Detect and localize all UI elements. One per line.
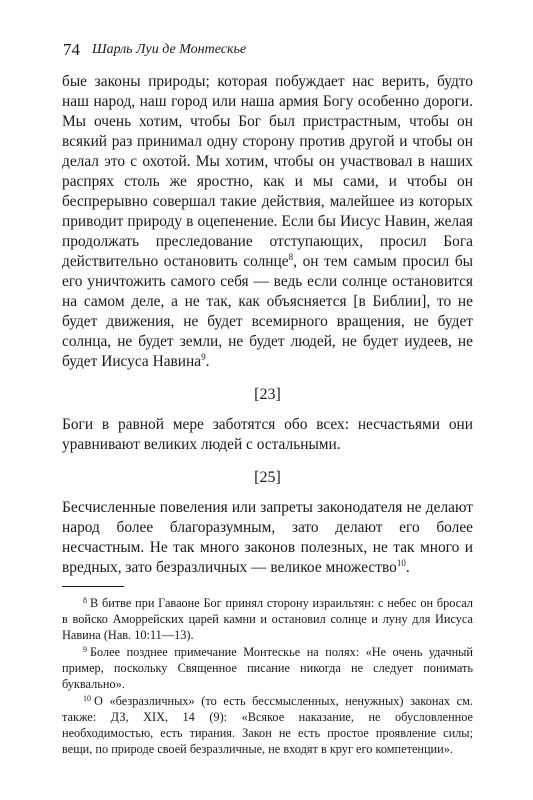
footnote-text: В битве при Гаваоне Бог принял сторону израильтян: с небес он бросал в войско Аморрейских царей камни и остановил солнце и луну для Иисуса Навина (Нав. 10:11—13). [62, 596, 473, 642]
main-text [62, 72, 473, 578]
paragraph-text: бые законы природы; которая побуждает нас верить, будто наш народ, наш город или наша армия Богу особенно дороги. Мы очень хотим, чтобы Бог был пристрастным, чтобы он всякий раз принимал одну сторону против другой и чтобы он делал это с охотой. Мы хотим, чтобы он участвовал в наших распрях столь же яростно, как и мы сами, и чтобы он беспрерывно совершал такие действия, малейшее из которых приводит природу в оцепенение. Если бы Иисус Навин, желая продолжать преследование отступающих, просил Бога действительно остановить солнце [62, 73, 473, 270]
page-number: 74 [63, 40, 80, 59]
paragraph-23: Боги в равной мере заботятся обо всех: несчастьями они уравнивают великих людей с остальными. [62, 416, 473, 453]
running-head-author: Шарль Луи де Монтескье [92, 42, 247, 57]
footnotes [62, 586, 473, 758]
footnote-divider [62, 586, 124, 587]
footnote-ref-9[interactable]: 9 [201, 352, 206, 362]
footnote-ref-8[interactable]: 8 [288, 252, 294, 262]
footnote-9 [62, 644, 473, 692]
footnote-10 [62, 693, 473, 757]
footnote-ref-10[interactable]: 10 [396, 558, 406, 568]
paragraph-25 [62, 498, 473, 578]
section-heading-25: [25] [254, 469, 281, 486]
footnote-number: 8 [83, 596, 87, 605]
paragraph-text: . [205, 353, 210, 370]
paragraph-text: . [405, 559, 410, 576]
footnote-text: О «безразличных» (то есть бессмысленных, ненужных) законах см. также: ДЗ, XIX, 14 (9): «Всякое наказание, не обусловленное необходимостью, есть тирания. Закон не есть простое проявление силы; вещи, по природе своей безразличные, не входят в круг его компетенции». [62, 694, 473, 756]
footnote-number: 10 [83, 694, 91, 703]
footnote-8 [62, 595, 473, 643]
footnote-text: Более позднее примечание Монтескье на полях: «Не очень удачный пример, поскольку Священное писание никогда не следует понимать буквально». [62, 645, 473, 691]
paragraph-text: Бесчисленные повеления или запреты законодателя не делают народ более благоразумным, зато делают его более несчастным. Не так много законов полезных, не так много и вредных, зато безразличных — великое множество [62, 499, 473, 576]
paragraph-continued [62, 72, 473, 372]
book-page [62, 40, 474, 756]
section-heading-23: [23] [254, 386, 281, 403]
paragraph-text: , он тем самым просил бы его уничтожить самого себя — ведь если солнце остановится на самом деле, а не так, как объясняется [в Библии], то не будет движения, не будет всемирного вращения, не будет солнца, не будет земли, не будет людей, не будет иудеев, не будет Иисуса Навина [62, 253, 474, 370]
footnote-number: 9 [83, 645, 87, 654]
running-head [62, 40, 473, 62]
